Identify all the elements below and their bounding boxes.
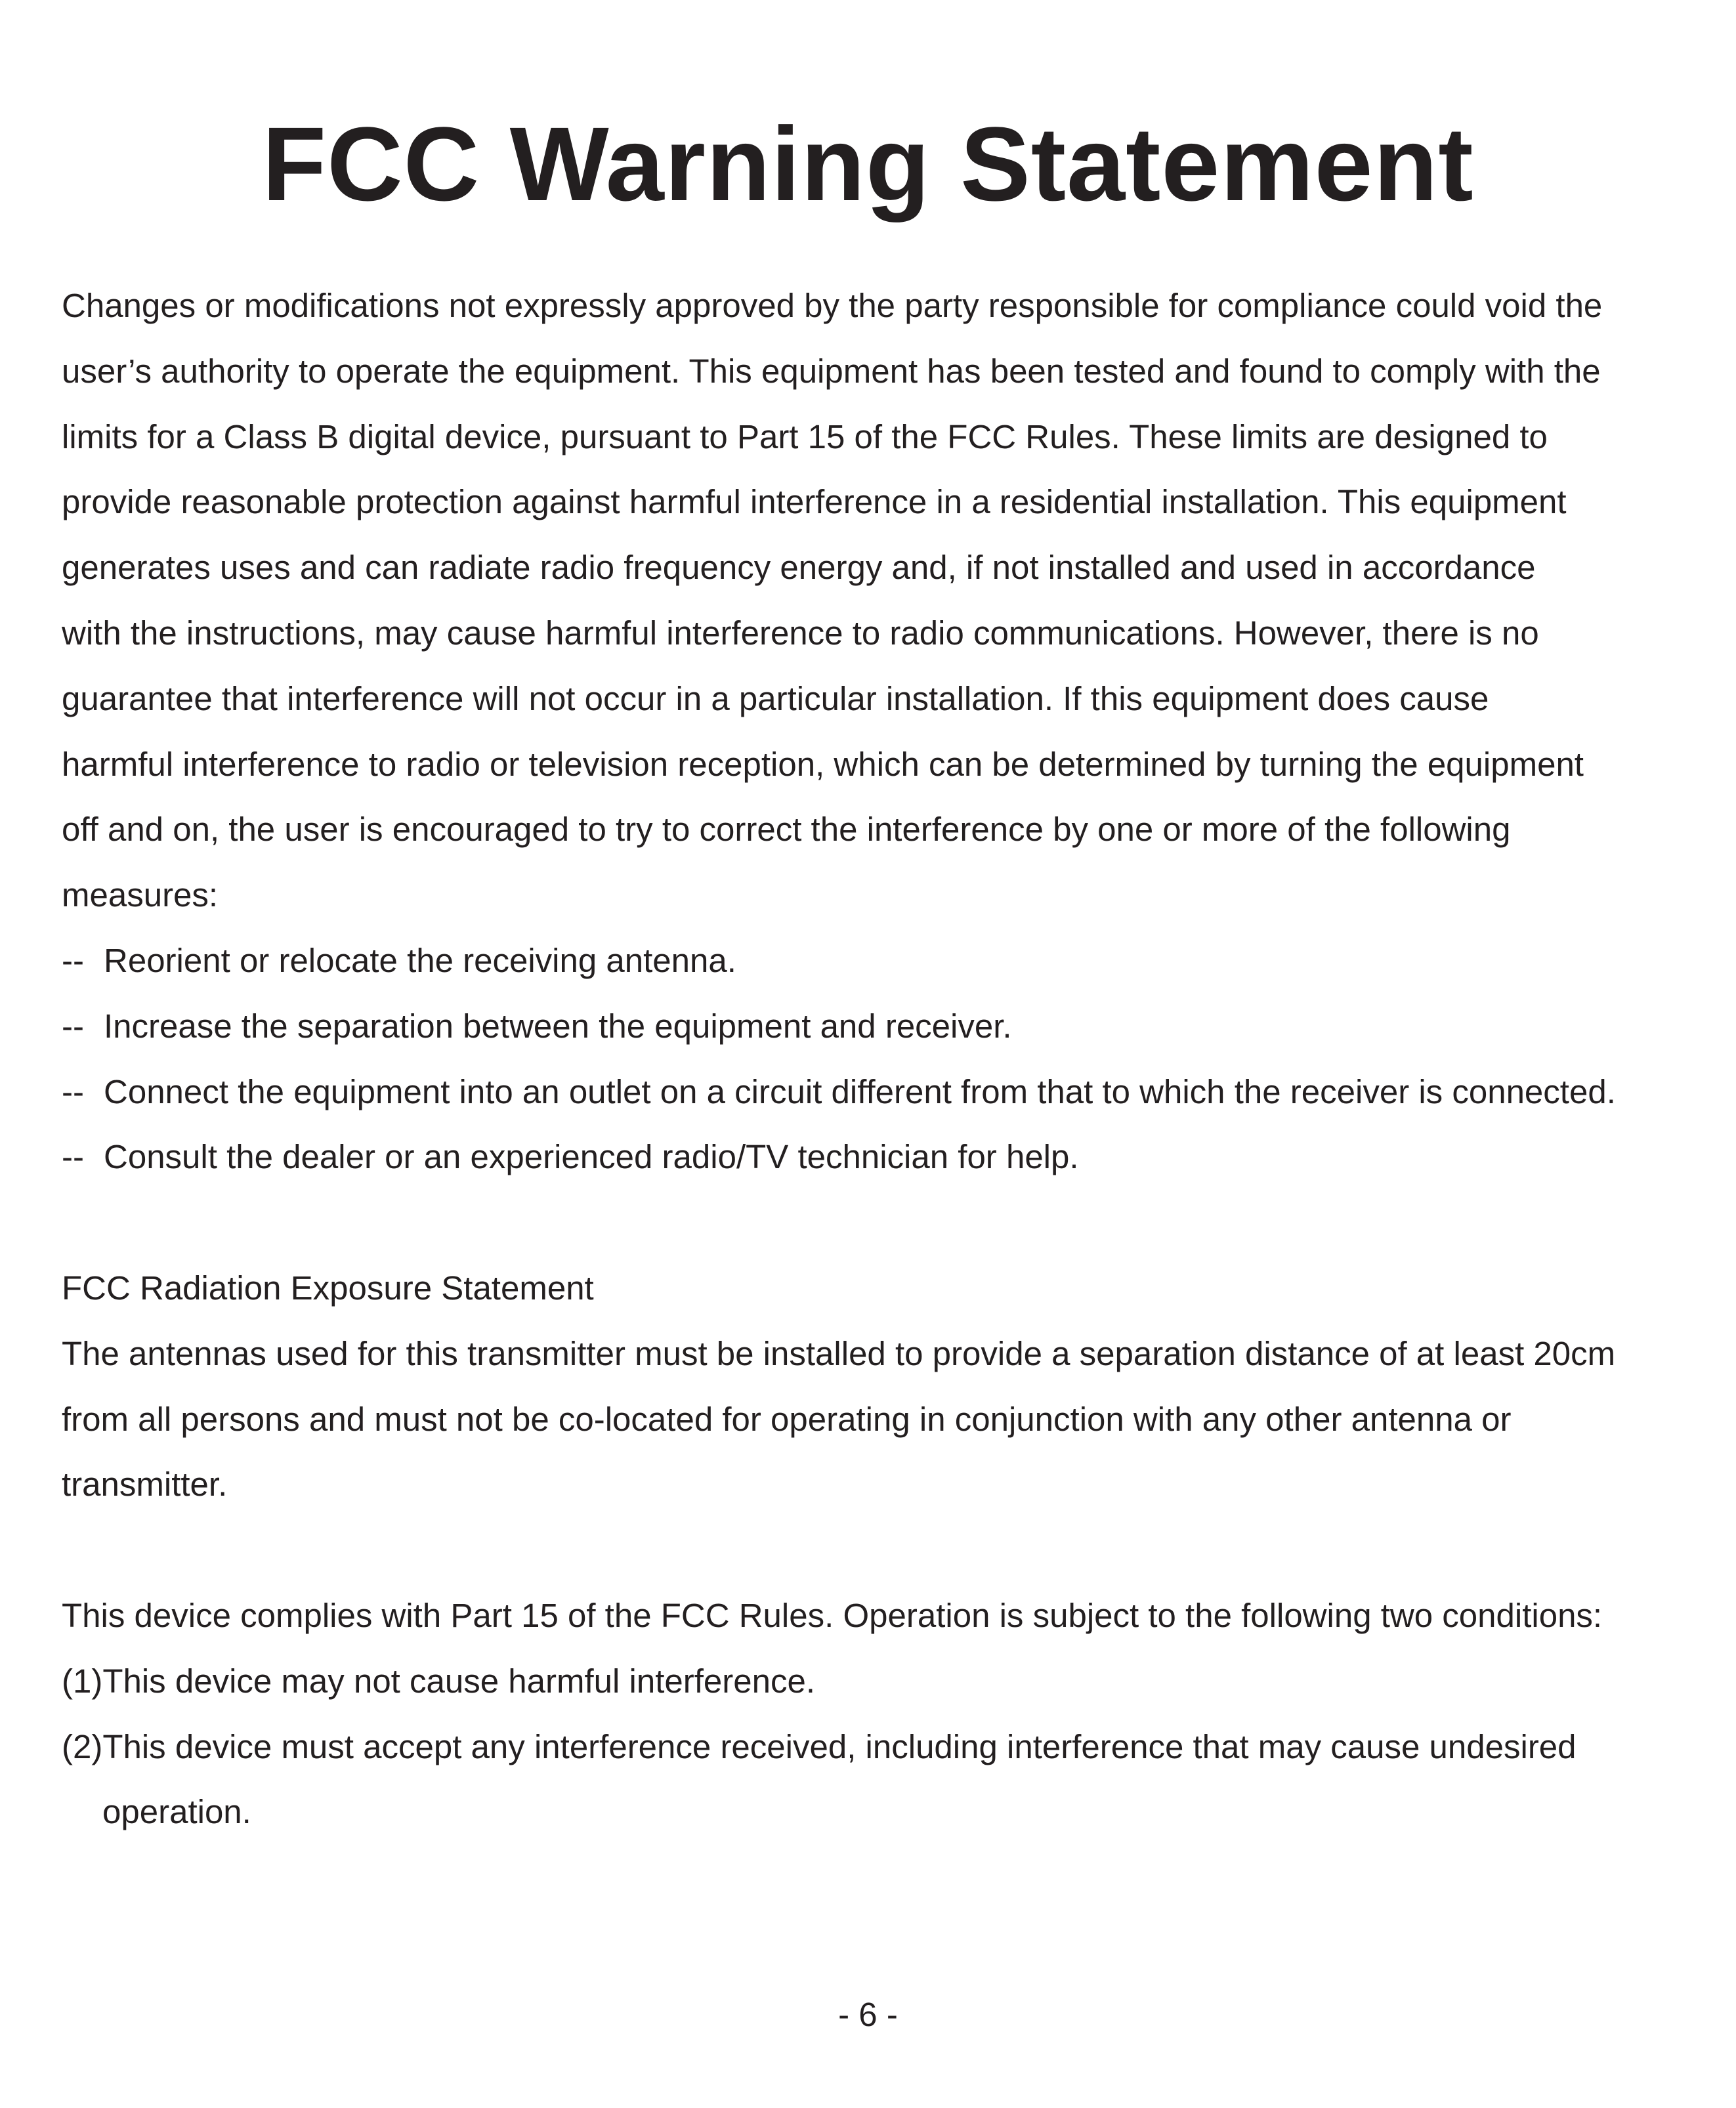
intro-line: off and on, the user is encouraged to try to correct the interference by one or more of the following xyxy=(62,811,1511,849)
section-spacer xyxy=(62,1190,1689,1255)
condition-1: (1)This device may not cause harmful interference. xyxy=(62,1662,815,1700)
condition-2: (2)This device must accept any interference received, including interference that may cause undesired xyxy=(62,1727,1577,1765)
radiation-line: from all persons and must not be co-located for operating in conjunction with any other antenna or xyxy=(62,1400,1512,1438)
intro-line: guarantee that interference will not occur in a particular installation. If this equipment does cause xyxy=(62,679,1489,717)
intro-line: measures: xyxy=(62,876,219,914)
intro-line: with the instructions, may cause harmful interference to radio communications. However, there is no xyxy=(62,614,1539,652)
compliance-section xyxy=(62,1583,1689,1845)
document-body xyxy=(62,273,1689,1845)
intro-line: limits for a Class B digital device, pursuant to Part 15 of the FCC Rules. These limits are designed to xyxy=(62,417,1548,455)
measure-text: Consult the dealer or an experienced radio/TV technician for help. xyxy=(104,1138,1079,1176)
measures-list xyxy=(62,928,1689,1190)
intro-paragraph xyxy=(62,273,1689,928)
intro-line: harmful interference to radio or television reception, which can be determined by turning the equipment xyxy=(62,745,1584,783)
radiation-section xyxy=(62,1255,1689,1517)
list-marker: -- xyxy=(62,1138,84,1176)
intro-line: provide reasonable protection against harmful interference in a residential installation. This equipment xyxy=(62,483,1567,521)
radiation-heading: FCC Radiation Exposure Statement xyxy=(62,1269,594,1307)
radiation-line: transmitter. xyxy=(62,1465,228,1504)
list-marker: -- xyxy=(62,1007,84,1045)
list-item xyxy=(62,1124,1689,1190)
measure-text: Connect the equipment into an outlet on a circuit different from that to which the receiver is connected. xyxy=(104,1072,1616,1110)
intro-line: user’s authority to operate the equipment. This equipment has been tested and found to comply with the xyxy=(62,352,1601,390)
page-number: - 6 - xyxy=(838,1996,898,2033)
intro-line: generates uses and can radiate radio frequency energy and, if not installed and used in accordance xyxy=(62,549,1536,587)
page-title: FCC Warning Statement xyxy=(262,105,1474,222)
measure-text: Increase the separation between the equipment and receiver. xyxy=(104,1007,1012,1045)
list-item xyxy=(62,928,1689,994)
condition-2-continued: operation. xyxy=(102,1793,251,1831)
list-marker: -- xyxy=(62,1072,84,1110)
section-spacer xyxy=(62,1517,1689,1583)
measure-text: Reorient or relocate the receiving antenna. xyxy=(104,941,736,979)
list-marker: -- xyxy=(62,941,84,979)
compliance-statement: This device complies with Part 15 of the FCC Rules. Operation is subject to the following two conditions: xyxy=(62,1596,1603,1634)
intro-line: Changes or modifications not expressly approved by the party responsible for compliance could void the xyxy=(62,287,1603,324)
radiation-line: The antennas used for this transmitter must be installed to provide a separation distance of at least 20cm xyxy=(62,1334,1616,1372)
list-item xyxy=(62,994,1689,1059)
list-item xyxy=(62,1059,1689,1125)
